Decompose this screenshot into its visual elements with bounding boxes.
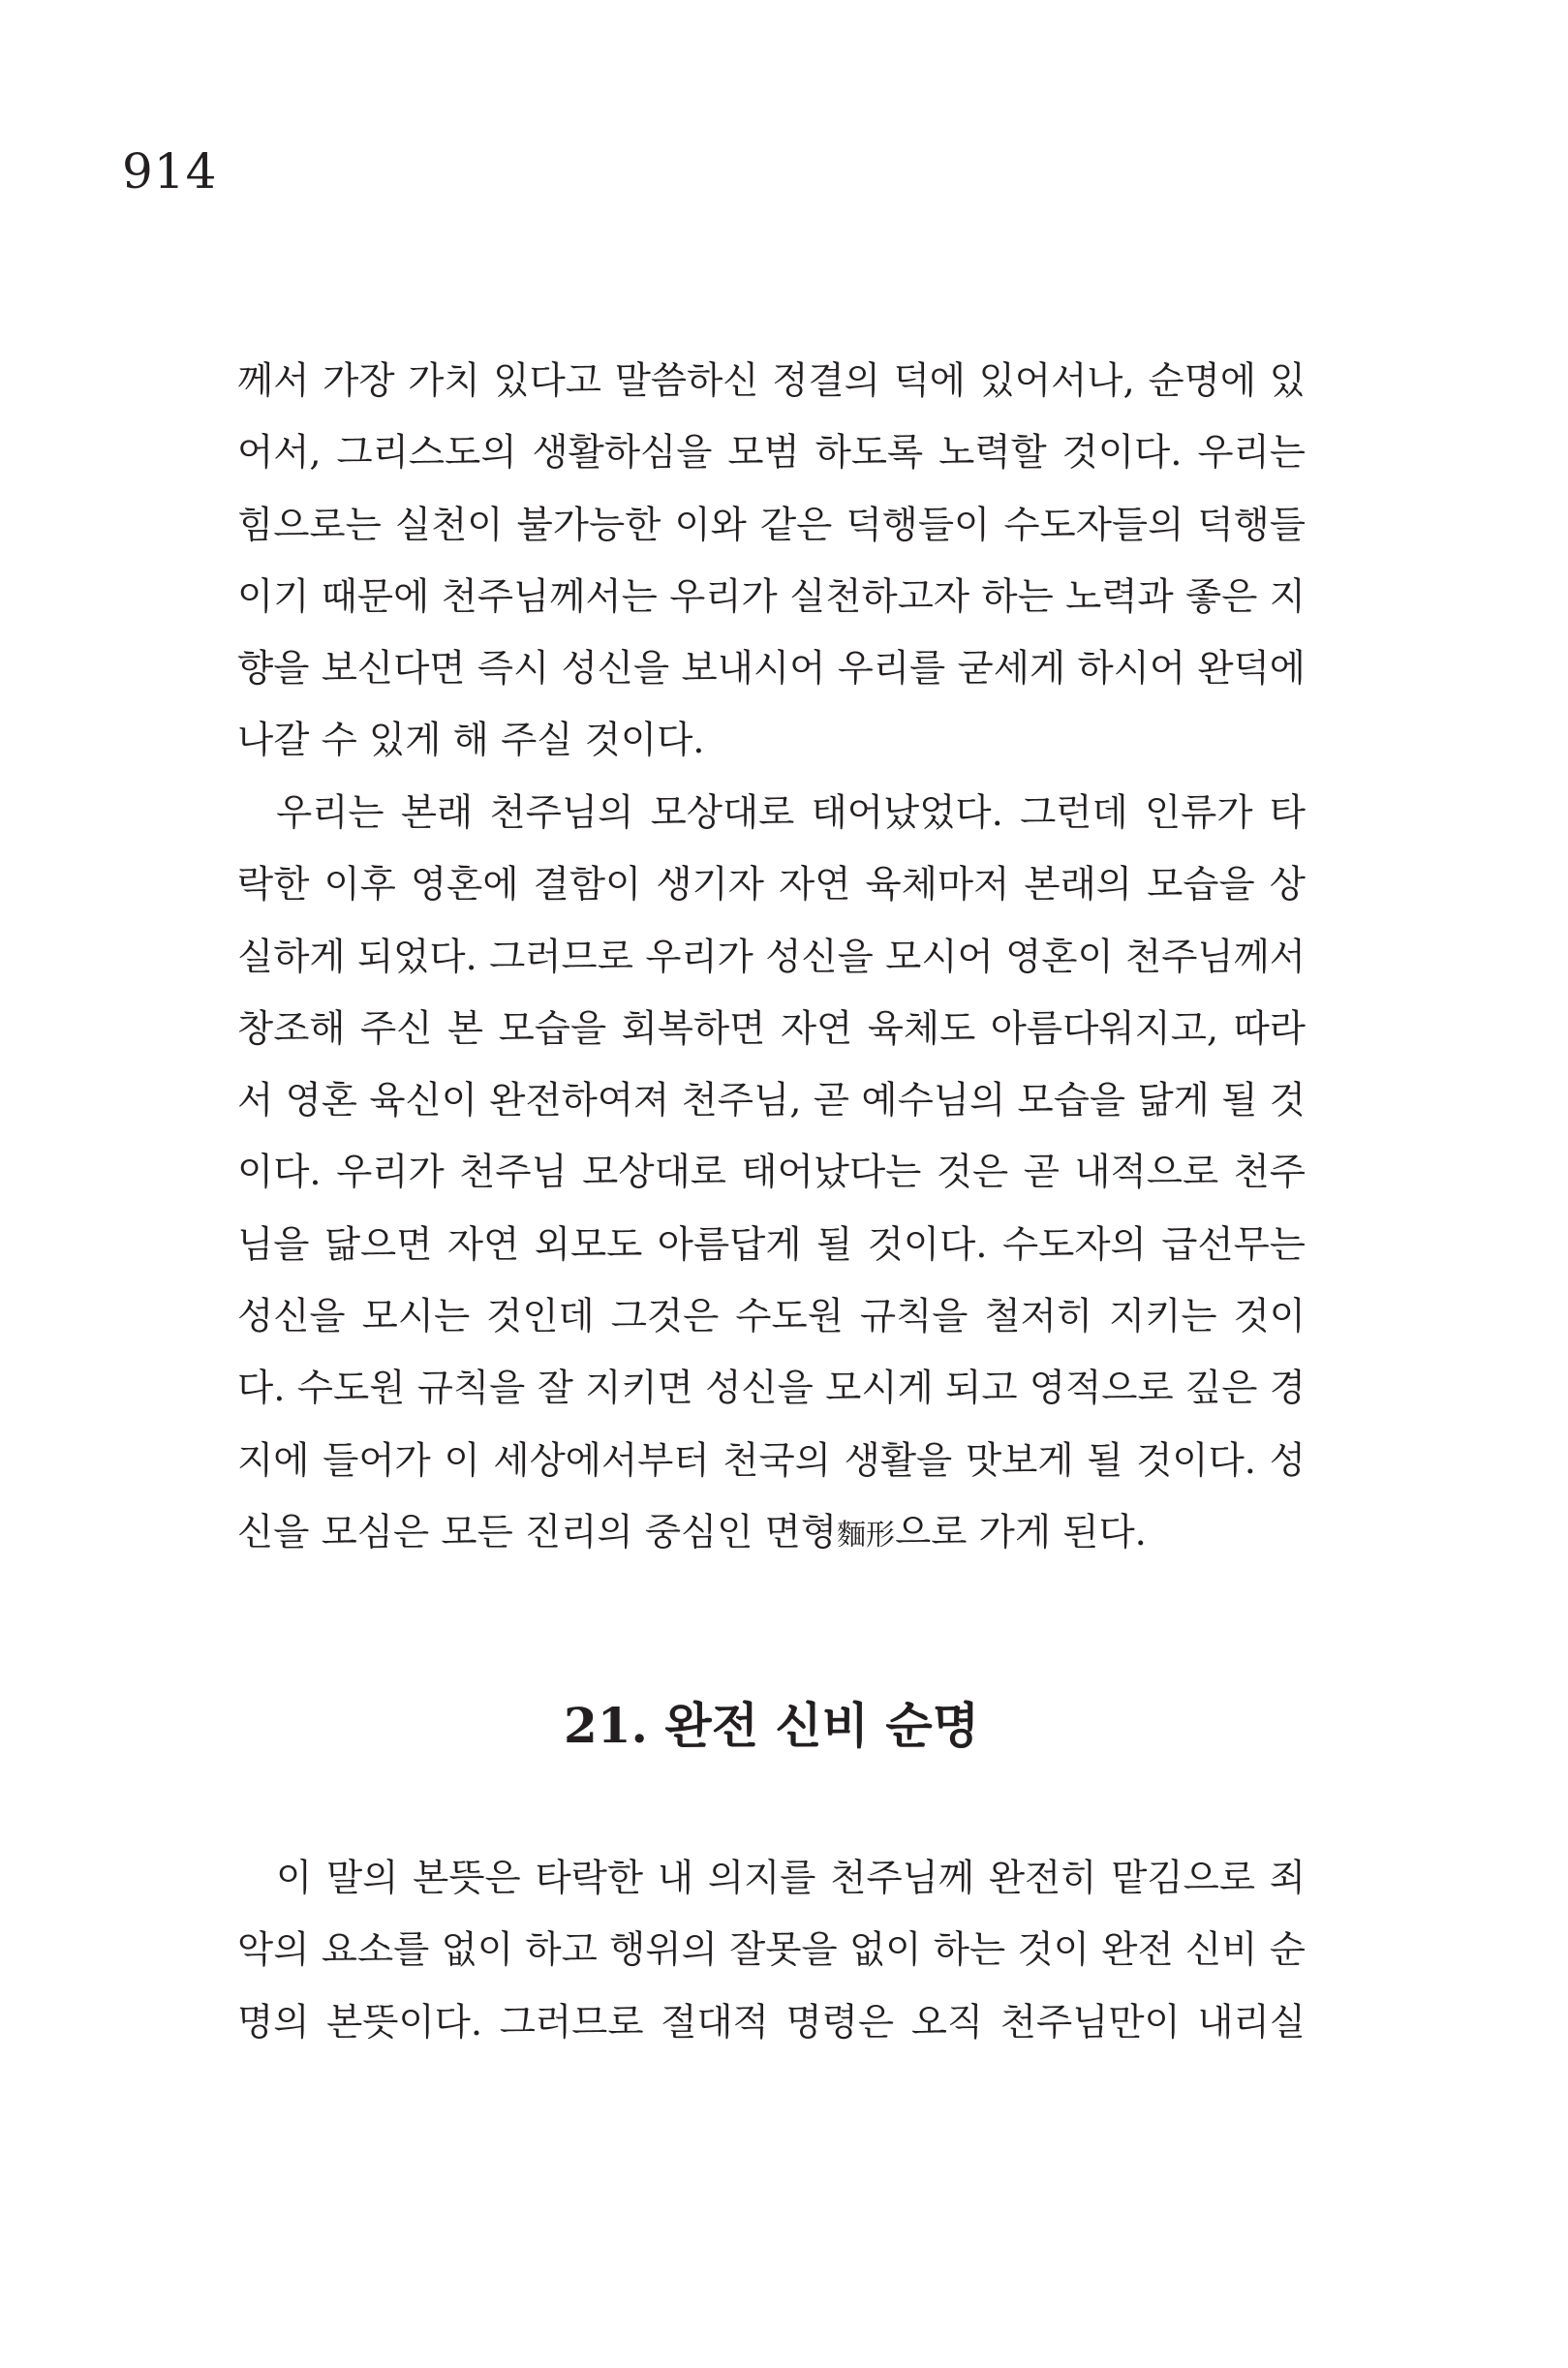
text-line: 이다. 우리가 천주님 모상대로 태어났다는 것은 곧 내적으로 천주	[237, 1151, 1306, 1195]
text-line: 창조해 주신 본 모습을 회복하면 자연 육체도 아름다워지고, 따라	[237, 1006, 1306, 1051]
text-line: 락한 이후 영혼에 결함이 생기자 자연 육체마저 본래의 모습을 상	[237, 863, 1306, 907]
paragraph-1	[237, 346, 1306, 778]
text-line: 성신을 모시는 것인데 그것은 수도원 규칙을 철저히 지키는 것이	[237, 1295, 1306, 1339]
text-line: 지에 들어가 이 세상에서부터 천국의 생활을 맛보게 될 것이다. 성	[237, 1438, 1306, 1483]
text-line	[237, 1497, 1306, 1569]
text-line: 악의 요소를 없이 하고 행위의 잘못을 없이 하는 것이 완전 신비 순	[237, 1928, 1306, 1973]
text-line: 어서, 그리스도의 생활하심을 모범 하도록 노력할 것이다. 우리는	[237, 431, 1306, 476]
text-line: 님을 닮으면 자연 외모도 아름답게 될 것이다. 수도자의 급선무는	[237, 1222, 1306, 1267]
text-line: 다. 수도원 규칙을 잘 지키면 성신을 모시게 되고 영적으로 깊은 경	[237, 1367, 1306, 1411]
text-line: 명의 본뜻이다. 그러므로 절대적 명령은 오직 천주님만이 내리실	[237, 2000, 1306, 2045]
text-line: 우리는 본래 천주님의 모상대로 태어났었다. 그런데 인류가 타	[276, 791, 1306, 835]
text-line: 실하게 되었다. 그러므로 우리가 성신을 모시어 영혼이 천주님께서	[237, 935, 1306, 979]
paragraph-2	[237, 778, 1306, 1569]
page-number: 914	[122, 143, 218, 200]
section-title-text: 완전 신비 순명	[664, 1697, 980, 1754]
text-line: 힘으로는 실천이 불가능한 이와 같은 덕행들이 수도자들의 덕행들	[237, 503, 1306, 547]
section-number: 21.	[563, 1697, 648, 1754]
text-line: 께서 가장 가치 있다고 말씀하신 정결의 덕에 있어서나, 순명에 있	[237, 359, 1306, 403]
text-line: 향을 보신다면 즉시 성신을 보내시어 우리를 굳세게 하시어 완덕에	[237, 647, 1306, 692]
hanja-annotation: 麵形	[837, 1518, 896, 1553]
text-line: 이 말의 본뜻은 타락한 내 의지를 천주님께 완전히 맡김으로 죄	[276, 1857, 1306, 1900]
text-fragment: 으로 가게 된다.	[895, 1510, 1147, 1554]
section-heading	[237, 1697, 1306, 1755]
text-line: 나갈 수 있게 해 주실 것이다.	[237, 719, 705, 763]
paragraph-3	[237, 1843, 1306, 2059]
text-line: 서 영혼 육신이 완전하여져 천주님, 곧 예수님의 모습을 닮게 될 것	[237, 1079, 1306, 1123]
text-line: 이기 때문에 천주님께서는 우리가 실천하고자 하는 노력과 좋은 지	[237, 574, 1306, 619]
text-fragment: 신을 모심은 모든 진리의 중심인 면형	[237, 1510, 838, 1554]
